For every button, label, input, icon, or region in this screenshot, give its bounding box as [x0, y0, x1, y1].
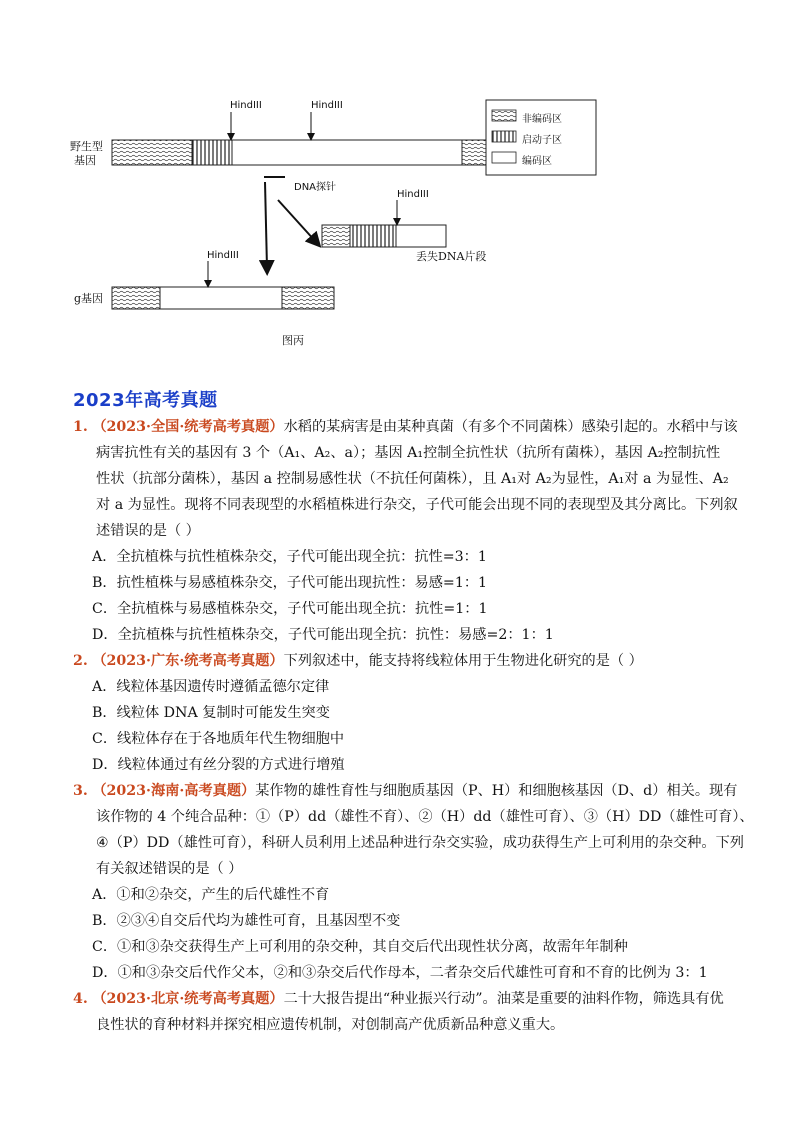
g-gene-label: g基因 — [74, 292, 104, 305]
question-4-text-1: 二十大报告提出“种业振兴行动”。油菜是重要的油料作物，筛选具有优 — [283, 991, 724, 1007]
question-2-source: （2023·广东·统考高考真题） — [92, 653, 284, 669]
question-1-option-a[interactable]: A．全抗植株与抗性植株杂交，子代可能出现全抗：抗性=3：1 — [92, 549, 487, 565]
question-3 — [73, 778, 754, 986]
hindiii-label-2: HindIII — [311, 100, 343, 111]
question-3-option-c[interactable]: C．①和③杂交获得生产上可利用的杂交种，其自交后代出现性状分离，故需年年制种 — [92, 939, 628, 955]
question-3-line-3: ④（P）DD（雄性可育），科研人员利用上述品种进行杂交实验，成功获得生产上可利用的杂交种。下列 — [96, 835, 744, 851]
question-3-number: 3. — [73, 783, 88, 799]
section-title: 2023年高考真题 — [73, 390, 218, 411]
wild-gene-label-line1: 野生型 — [70, 140, 103, 153]
diagonal-arrow — [278, 200, 316, 242]
question-2-option-b[interactable]: B．线粒体 DNA 复制时可能发生突变 — [92, 705, 330, 721]
question-1-source: （2023·全国·统考高考真题） — [92, 419, 284, 435]
question-2-line-1 — [73, 648, 733, 674]
question-4 — [73, 986, 733, 1038]
legend-swatch-noncoding — [492, 110, 516, 121]
question-2-option-d[interactable]: D．线粒体通过有丝分裂的方式进行增殖 — [92, 757, 345, 773]
lost-fragment-label: 丢失DNA片段 — [416, 250, 487, 263]
question-1-option-b[interactable]: B．抗性植株与易感植株杂交，子代可能出现抗性：易感=1：1 — [92, 575, 488, 591]
question-2-option-a[interactable]: A．线粒体基因遗传时遵循孟德尔定律 — [92, 679, 330, 695]
wild-gene-label-line2: 基因 — [74, 154, 96, 167]
lost-fragment-bar — [322, 225, 446, 247]
question-4-line-1 — [73, 986, 733, 1012]
question-1-line-1 — [73, 414, 738, 440]
question-2-text-1: 下列叙述中，能支持将线粒体用于生物进化研究的是（ ） — [283, 653, 643, 669]
legend-label-coding: 编码区 — [522, 156, 552, 167]
question-2-option-c[interactable]: C．线粒体存在于各地质年代生物细胞中 — [92, 731, 345, 747]
question-3-text-1: 某作物的雄性育性与细胞质基因（P、H）和细胞核基因（D、d）相关。现有 — [255, 783, 738, 799]
question-2 — [73, 648, 733, 778]
question-3-line-2: 该作物的 4 个纯合品种：①（P）dd（雄性不育）、②（H）dd（雄性可育）、③（H）DD（雄性可育）、 — [96, 809, 754, 825]
question-1-number: 1. — [73, 419, 88, 435]
question-3-option-d[interactable]: D．①和③杂交后代作父本，②和③杂交后代作母本，二者杂交后代雄性可育和不育的比例为 3：1 — [92, 965, 708, 981]
down-arrow — [265, 182, 267, 268]
question-1-option-d[interactable]: D．全抗植株与抗性植株杂交，子代可能出现全抗：抗性：易感=2：1：1 — [92, 627, 554, 643]
question-4-line-2: 良性状的育种材料并探究相应遗传机制，对创制高产优质新品种意义重大。 — [96, 1017, 565, 1033]
question-3-option-b[interactable]: B．②③④自交后代均为雄性可育，且基因型不变 — [92, 913, 401, 929]
question-3-line-1 — [73, 778, 738, 804]
question-3-option-a[interactable]: A．①和②杂交，产生的后代雄性不育 — [92, 887, 330, 903]
question-1-text-1: 水稻的某病害是由某种真菌（有多个不同菌株）感染引起的。水稻中与该 — [283, 419, 738, 435]
question-3-source: （2023·海南·高考真题） — [92, 783, 256, 799]
question-3-line-4: 有关叙述错误的是（ ） — [96, 861, 243, 877]
legend-swatch-coding — [492, 152, 516, 163]
dna-probe-label: DNA探针 — [294, 182, 337, 193]
hindiii-label-4: HindIII — [207, 250, 239, 261]
question-4-source: （2023·北京·统考高考真题） — [92, 991, 284, 1007]
g-gene-bar — [112, 287, 334, 309]
question-1-option-c[interactable]: C．全抗植株与易感植株杂交，子代可能出现全抗：抗性=1：1 — [92, 601, 488, 617]
hindiii-label-3: HindIII — [397, 189, 429, 200]
hindiii-label-1: HindIII — [230, 100, 262, 111]
wild-type-gene-bar — [112, 140, 510, 165]
question-1 — [73, 414, 738, 648]
legend-swatch-promoter — [492, 131, 516, 142]
gene-diagram-drawing — [60, 90, 620, 355]
question-4-number: 4. — [73, 991, 88, 1007]
question-1-line-4: 对 a 为显性。现将不同表现型的水稻植株进行杂交，子代可能会出现不同的表现型及其分离比。下列叙 — [96, 497, 738, 513]
gene-diagram — [60, 90, 620, 355]
question-1-line-2: 病害抗性有关的基因有 3 个（A₁、A₂、a）；基因 A₁控制全抗性状（抗所有菌株），基因 A₂控制抗性 — [96, 445, 721, 461]
question-2-number: 2. — [73, 653, 88, 669]
legend-label-noncoding: 非编码区 — [522, 114, 562, 125]
legend-label-promoter: 启动子区 — [522, 135, 562, 146]
question-1-line-5: 述错误的是（ ） — [96, 523, 200, 539]
figure-caption: 图丙 — [282, 334, 304, 347]
question-1-line-3: 性状（抗部分菌株），基因 a 控制易感性状（不抗任何菌株），且 A₁对 A₂为显性，A₁对 a 为显性、A₂ — [96, 471, 729, 487]
